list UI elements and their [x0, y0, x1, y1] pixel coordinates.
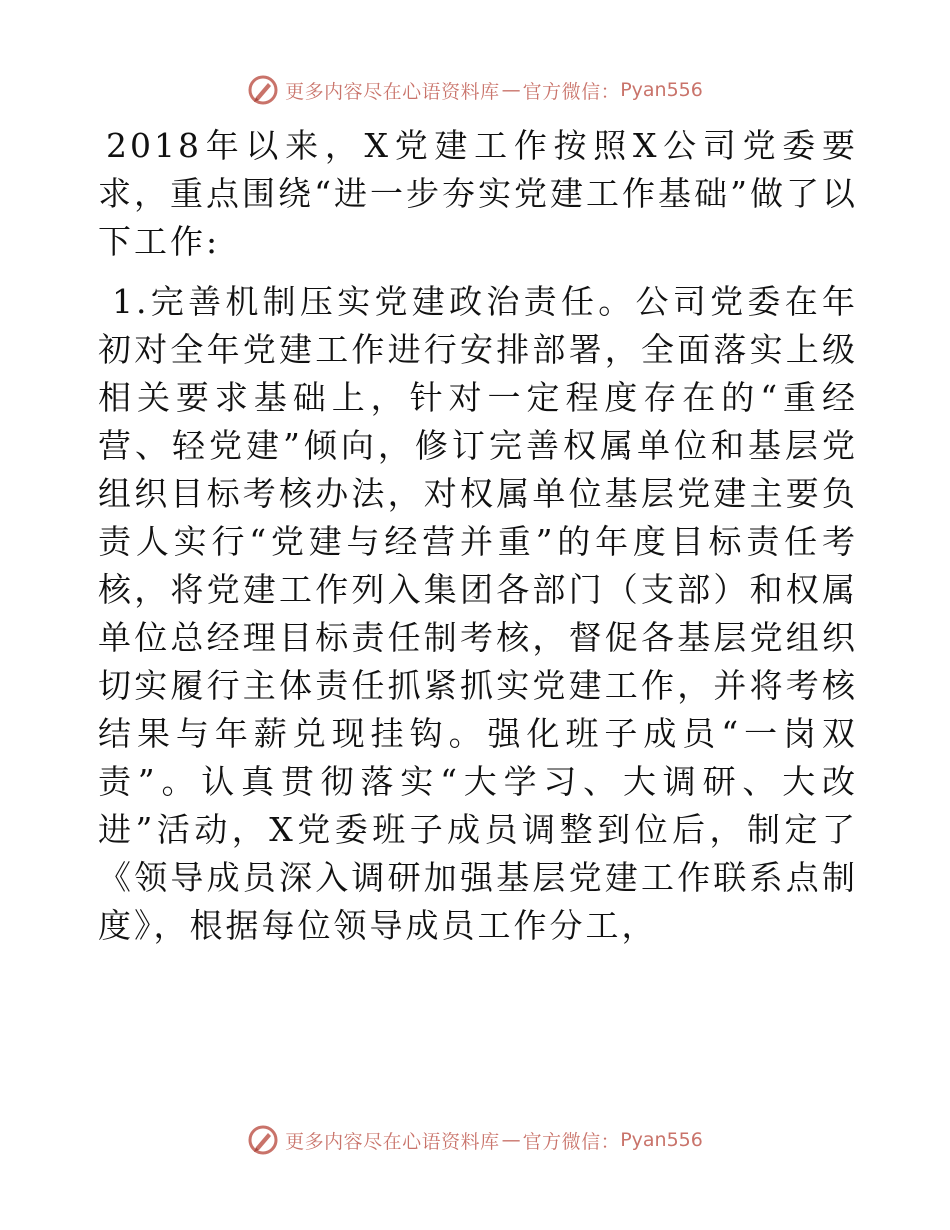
- paragraph-item-1: 1.完善机制压实党建政治责任。公司党委在年初对全年党建工作进行安排部署，全面落实上级相关要求基础上，针对一定程度存在的“重经营、轻党建”倾向，修订完善权属单位和基层党组织目标考核办法，对权属单位基层党建主要负责人实行“党建与经营并重”的年度目标责任考核，将党建工作列入集团各部门（支部）和权属单位总经理目标责任制考核，督促各基层党组织切实履行主体责任抓紧抓实党建工作，并将考核结果与年薪兑现挂钩。强化班子成员“一岗双责”。认真贯彻落实“大学习、大调研、大改进”活动，X党委班子成员调整到位后，制定了《领导成员深入调研加强基层党建工作联系点制度》，根据每位领导成员工作分工，: [98, 282, 858, 945]
- pen-logo-icon: [247, 74, 279, 106]
- header-watermark: [0, 70, 950, 110]
- footer-watermark: [0, 1120, 950, 1160]
- watermark-wechat-label: 官方微信：: [522, 80, 621, 103]
- watermark-dash: —: [501, 1129, 521, 1151]
- watermark-text: 更多内容尽在心语资料库: [285, 80, 500, 103]
- watermark-wechat-id: Pyan556: [620, 79, 703, 101]
- document-body: [98, 122, 858, 950]
- watermark-wechat-id: Pyan556: [620, 1129, 703, 1151]
- watermark-wechat-label: 官方微信：: [522, 1130, 621, 1153]
- watermark-dash: —: [501, 79, 521, 101]
- paragraph-intro: 2018年以来，X党建工作按照X公司党委要求，重点围绕“进一步夯实党建工作基础”做了以下工作:: [98, 126, 858, 261]
- pen-logo-icon: [247, 1124, 279, 1156]
- watermark-text: 更多内容尽在心语资料库: [285, 1130, 500, 1153]
